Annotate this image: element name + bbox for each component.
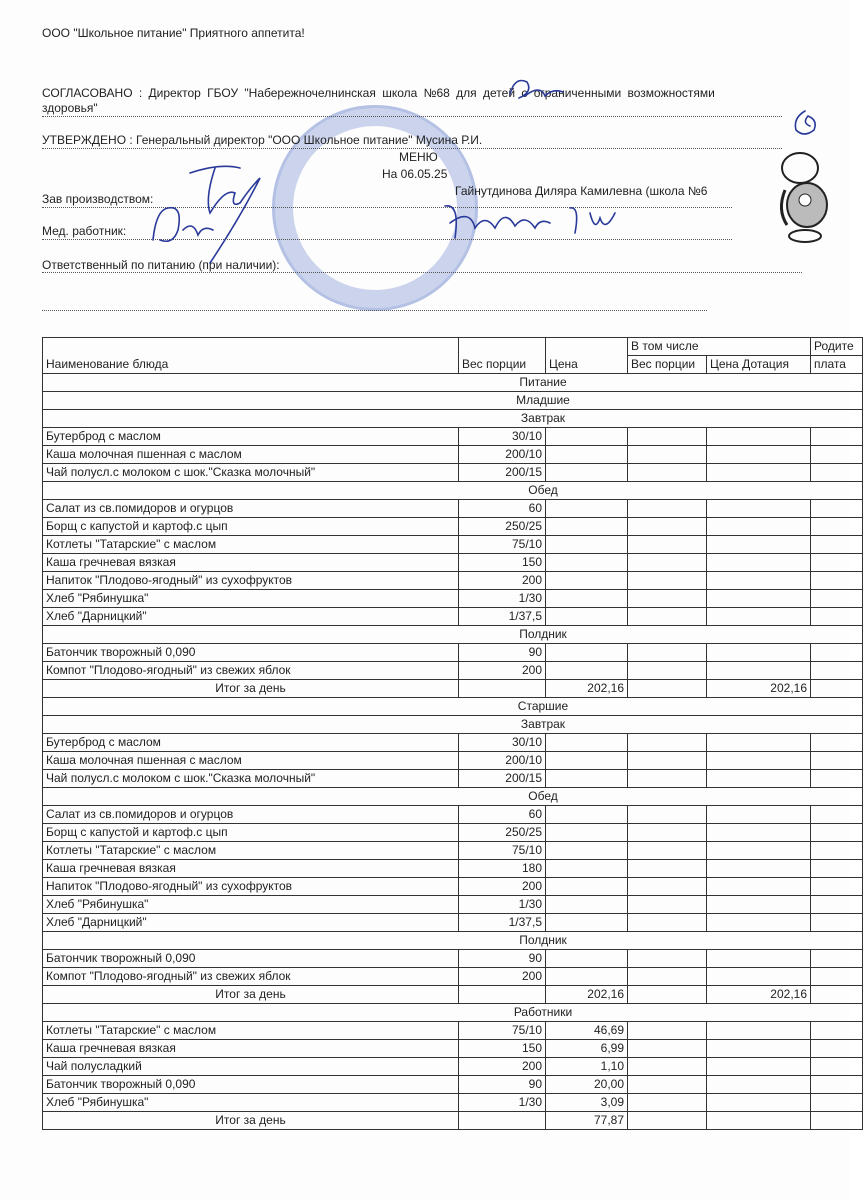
dotted-line [42,207,732,208]
portion-weight: 30/10 [459,734,546,752]
section-row [43,698,863,716]
dish-name: Бутерброд с маслом [43,428,459,446]
price [546,572,628,590]
price [546,824,628,842]
table-row [43,1040,863,1058]
table-row [43,1058,863,1076]
sub-portion-weight [628,590,707,608]
section-row [43,482,863,500]
sub-portion-weight [628,968,707,986]
table-row [43,644,863,662]
price [546,428,628,446]
portion-weight: 150 [459,1040,546,1058]
price: 77,87 [546,1112,628,1130]
responsible-signature [440,198,620,243]
subsidy-price [707,464,811,482]
agreed-signature [505,74,565,104]
sub-portion-weight [628,1094,707,1112]
parent-fee [811,806,863,824]
menu-date: На 06.05.25 [382,167,448,181]
sub-portion-weight [628,914,707,932]
section-label: Завтрак [520,717,566,731]
section-row [43,1004,863,1022]
approved-signature [790,108,820,138]
sub-portion-weight [628,464,707,482]
parent-fee [811,734,863,752]
section-label: Завтрак [520,411,566,425]
section-cell [43,716,863,734]
table-row [43,734,863,752]
parent-fee [811,1022,863,1040]
section-label: Работники [513,1005,573,1019]
parent-fee [811,464,863,482]
subsidy-price [707,608,811,626]
subsidy-price [707,500,811,518]
table-row [43,968,863,986]
subsidy-price [707,518,811,536]
total-label: Итог за день [43,986,459,1004]
parent-fee [811,644,863,662]
price [546,770,628,788]
portion-weight: 250/25 [459,518,546,536]
parent-fee [811,572,863,590]
col-header-parent-fee: плата [811,356,863,374]
company-line: ООО "Школьное питание" Приятного аппетита! [42,26,305,40]
dish-name: Борщ с капустой и картоф.с цып [43,824,459,842]
section-row [43,716,863,734]
dotted-line [42,239,732,240]
table-row [43,464,863,482]
price [546,518,628,536]
sub-portion-weight [628,986,707,1004]
sub-portion-weight [628,752,707,770]
portion-weight: 200 [459,662,546,680]
price: 20,00 [546,1076,628,1094]
table-row [43,752,863,770]
parent-fee [811,914,863,932]
price [546,644,628,662]
section-row [43,932,863,950]
portion-weight [459,986,546,1004]
parent-fee [811,950,863,968]
sub-portion-weight [628,860,707,878]
dotted-line [42,148,782,149]
subsidy-price [707,644,811,662]
price: 6,99 [546,1040,628,1058]
dish-name: Батончик творожный 0,090 [43,950,459,968]
portion-weight: 200 [459,1058,546,1076]
sub-portion-weight [628,608,707,626]
section-label: Младшие [516,393,570,407]
subsidy-price [707,1094,811,1112]
table-row [43,896,863,914]
production-label: Зав производством: [42,192,154,206]
portion-weight: 1/30 [459,1094,546,1112]
table-row [43,536,863,554]
table-row [43,1076,863,1094]
parent-fee [811,1076,863,1094]
sub-portion-weight [628,680,707,698]
dish-name: Чай полусл.с молоком с шок."Сказка молочный" [43,464,459,482]
portion-weight: 60 [459,806,546,824]
dotted-line [42,310,707,311]
parent-fee [811,536,863,554]
section-row [43,788,863,806]
col-header-weight: Вес порции [459,338,546,374]
parent-fee [811,1058,863,1076]
parent-fee [811,824,863,842]
section-cell [43,932,863,950]
dotted-line [42,116,782,117]
section-cell [43,788,863,806]
col-header-parent: Родите [811,338,863,356]
total-row [43,1112,863,1130]
subsidy-price [707,770,811,788]
table-row [43,860,863,878]
section-row [43,374,863,392]
section-label: Питание [519,375,567,389]
dish-name: Салат из св.помидоров и огурцов [43,806,459,824]
sub-portion-weight [628,500,707,518]
sub-portion-weight [628,806,707,824]
sub-portion-weight [628,1076,707,1094]
sub-portion-weight [628,770,707,788]
sub-portion-weight [628,554,707,572]
portion-weight: 1/37,5 [459,608,546,626]
dish-name: Каша гречневая вязкая [43,860,459,878]
dish-name: Хлеб "Дарницкий" [43,608,459,626]
dish-name: Котлеты "Татарские" с маслом [43,1022,459,1040]
portion-weight: 75/10 [459,1022,546,1040]
subsidy-price: 202,16 [707,986,811,1004]
parent-fee [811,878,863,896]
price [546,536,628,554]
parent-fee [811,662,863,680]
dish-name: Батончик творожный 0,090 [43,644,459,662]
portion-weight: 200/10 [459,446,546,464]
price: 46,69 [546,1022,628,1040]
sub-portion-weight [628,842,707,860]
approved-line: УТВЕРЖДЕНО : Генеральный директор "ООО Школьное питание" Мусина Р.И. [42,133,483,147]
portion-weight: 30/10 [459,428,546,446]
price [546,860,628,878]
table-row [43,608,863,626]
table-row [43,572,863,590]
subsidy-price: 202,16 [707,680,811,698]
parent-fee [811,1040,863,1058]
parent-fee [811,1094,863,1112]
parent-fee [811,986,863,1004]
table-row [43,590,863,608]
sub-portion-weight [628,662,707,680]
col-header-sub-price: Цена Дотация [707,356,811,374]
subsidy-price [707,590,811,608]
portion-weight: 90 [459,1076,546,1094]
table-row [43,428,863,446]
price [546,662,628,680]
parent-fee [811,968,863,986]
price [546,446,628,464]
dish-name: Компот "Плодово-ягодный" из свежих яблок [43,968,459,986]
portion-weight: 75/10 [459,536,546,554]
sub-portion-weight [628,1112,707,1130]
portion-weight: 90 [459,950,546,968]
col-header-sub-weight: Вес порции [628,356,707,374]
portion-weight: 1/30 [459,896,546,914]
dish-name: Компот "Плодово-ягодный" из свежих яблок [43,662,459,680]
dish-name: Напиток "Плодово-ягодный" из сухофруктов [43,572,459,590]
portion-weight: 1/37,5 [459,914,546,932]
section-cell [43,698,863,716]
parent-fee [811,842,863,860]
sub-portion-weight [628,644,707,662]
subsidy-price [707,1076,811,1094]
price [546,464,628,482]
menu-title: МЕНЮ [399,150,438,164]
price [546,500,628,518]
sub-portion-weight [628,428,707,446]
sub-portion-weight [628,896,707,914]
portion-weight: 200 [459,572,546,590]
dish-name: Хлеб "Дарницкий" [43,914,459,932]
table-row [43,824,863,842]
subsidy-price [707,428,811,446]
dish-name: Хлеб "Рябинушка" [43,1094,459,1112]
total-label: Итог за день [43,680,459,698]
parent-fee [811,860,863,878]
subsidy-price [707,806,811,824]
agreed-line-cont: здоровья" [42,101,98,115]
section-label: Обед [528,483,558,497]
section-label: Полдник [519,627,567,641]
portion-weight: 200/15 [459,770,546,788]
table-row [43,1094,863,1112]
price [546,950,628,968]
table-row [43,806,863,824]
dish-name: Котлеты "Татарские" с маслом [43,536,459,554]
portion-weight: 200 [459,878,546,896]
price [546,608,628,626]
section-cell [43,1004,863,1022]
portion-weight [459,1112,546,1130]
subsidy-price [707,572,811,590]
sub-portion-weight [628,1040,707,1058]
subsidy-price [707,1058,811,1076]
section-row [43,392,863,410]
dish-name: Котлеты "Татарские" с маслом [43,842,459,860]
sub-portion-weight [628,1022,707,1040]
portion-weight: 200/15 [459,464,546,482]
total-label: Итог за день [43,1112,459,1130]
sub-portion-weight [628,950,707,968]
section-cell [43,392,863,410]
responsible-label: Ответственный по питанию (при наличии): [42,258,280,272]
section-label: Старшие [517,699,569,713]
parent-fee [811,590,863,608]
section-row [43,410,863,428]
dish-name: Каша гречневая вязкая [43,1040,459,1058]
sub-portion-weight [628,824,707,842]
subsidy-price [707,950,811,968]
subsidy-price [707,662,811,680]
portion-weight: 200/10 [459,752,546,770]
price [546,752,628,770]
portion-weight: 90 [459,644,546,662]
sub-portion-weight [628,878,707,896]
table-row [43,518,863,536]
section-cell [43,482,863,500]
portion-weight: 200 [459,968,546,986]
section-cell [43,410,863,428]
section-cell [43,374,863,392]
table-row [43,554,863,572]
parent-fee [811,680,863,698]
table-row [43,842,863,860]
price [546,806,628,824]
sub-portion-weight [628,518,707,536]
sub-portion-weight [628,446,707,464]
price: 1,10 [546,1058,628,1076]
dish-name: Каша молочная пшенная с маслом [43,446,459,464]
dish-name: Батончик творожный 0,090 [43,1076,459,1094]
subsidy-price [707,860,811,878]
portion-weight: 150 [459,554,546,572]
parent-fee [811,608,863,626]
dish-name: Каша молочная пшенная с маслом [43,752,459,770]
subsidy-price [707,554,811,572]
sub-portion-weight [628,536,707,554]
price [546,554,628,572]
dish-name: Хлеб "Рябинушка" [43,590,459,608]
portion-weight: 180 [459,860,546,878]
parent-fee [811,752,863,770]
parent-fee [811,896,863,914]
price: 3,09 [546,1094,628,1112]
table-row [43,878,863,896]
col-header-name: Наименование блюда [43,338,459,374]
medic-label: Мед. работник: [42,224,127,238]
subsidy-price [707,1022,811,1040]
parent-fee [811,518,863,536]
menu-table [42,337,863,1130]
chef-mascot-icon [775,150,835,245]
dish-name: Хлеб "Рябинушка" [43,896,459,914]
agreed-line: СОГЛАСОВАНО : Директор ГБОУ "Набережночелнинская школа №68 для детей с ограниченными возможностями [42,86,715,100]
table-row [43,500,863,518]
section-row [43,626,863,644]
subsidy-price [707,446,811,464]
subsidy-price [707,734,811,752]
subsidy-price [707,1112,811,1130]
col-header-price: Цена [546,338,628,374]
price [546,878,628,896]
parent-fee [811,770,863,788]
table-row [43,1022,863,1040]
total-row [43,680,863,698]
parent-fee [811,428,863,446]
portion-weight [459,680,546,698]
dish-name: Напиток "Плодово-ягодный" из сухофруктов [43,878,459,896]
table-row [43,950,863,968]
price [546,842,628,860]
price [546,914,628,932]
section-label: Обед [528,789,558,803]
price [546,590,628,608]
dish-name: Борщ с капустой и картоф.с цып [43,518,459,536]
dish-name: Чай полусл.с молоком с шок."Сказка молочный" [43,770,459,788]
price: 202,16 [546,680,628,698]
dish-name: Чай полусладкий [43,1058,459,1076]
price [546,734,628,752]
subsidy-price [707,536,811,554]
table-row [43,914,863,932]
parent-fee [811,554,863,572]
total-row [43,986,863,1004]
dish-name: Бутерброд с маслом [43,734,459,752]
portion-weight: 75/10 [459,842,546,860]
subsidy-price [707,896,811,914]
sub-portion-weight [628,1058,707,1076]
subsidy-price [707,752,811,770]
table-header-row [43,338,863,356]
table-row [43,770,863,788]
subsidy-price [707,824,811,842]
production-name: Гайнутдинова Диляра Камилевна (школа №6 [455,184,708,198]
price: 202,16 [546,986,628,1004]
parent-fee [811,1112,863,1130]
dotted-line [42,272,802,273]
medic-signature [148,200,218,250]
table-row [43,446,863,464]
dish-name: Каша гречневая вязкая [43,554,459,572]
section-label: Полдник [519,933,567,947]
subsidy-price [707,1040,811,1058]
table-row [43,662,863,680]
section-cell [43,626,863,644]
sub-portion-weight [628,734,707,752]
sub-portion-weight [628,572,707,590]
parent-fee [811,500,863,518]
parent-fee [811,446,863,464]
portion-weight: 1/30 [459,590,546,608]
price [546,896,628,914]
subsidy-price [707,914,811,932]
portion-weight: 60 [459,500,546,518]
dish-name: Салат из св.помидоров и огурцов [43,500,459,518]
portion-weight: 250/25 [459,824,546,842]
subsidy-price [707,968,811,986]
subsidy-price [707,878,811,896]
subsidy-price [707,842,811,860]
price [546,968,628,986]
col-header-including: В том числе [628,338,811,356]
